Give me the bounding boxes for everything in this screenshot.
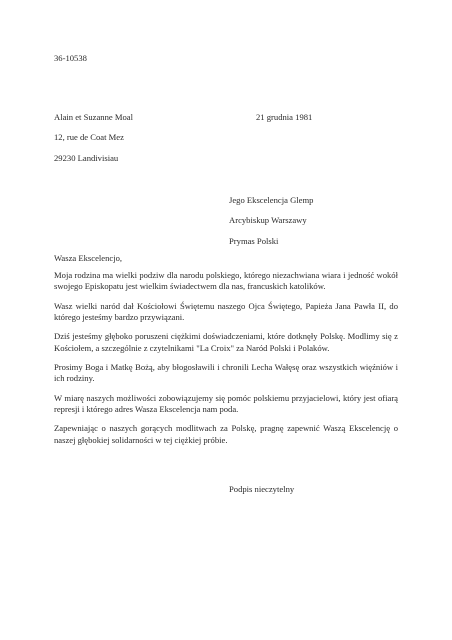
signature: Podpis nieczytelny <box>229 484 295 494</box>
salutation: Wasza Ekscelencjo, <box>54 253 123 263</box>
body-paragraph: Prosimy Boga i Matkę Bożą, aby błogosławili i chronili Lecha Wałęsę oraz wszystkich więźniów i ich rodziny. <box>54 362 398 384</box>
recipient-line-3: Prymas Polski <box>229 235 279 246</box>
body-paragraph: Moja rodzina ma wielki podziw dla narodu polskiego, którego niezachwiana wiara i jedność wokół swojego Episkopatu jest wielkim świadectwem dla nas, francuskich katolików. <box>54 270 398 292</box>
body-paragraph: Dziś jesteśmy głęboko poruszeni ciężkimi doświadczeniami, które dotknęły Polskę. Modlimy się z Kościołem, a szczególnie z czytelnikami "La Croix" za Naród Polski i Polaków. <box>54 331 398 353</box>
letter-body <box>54 270 398 454</box>
document-reference: 36-10538 <box>54 53 87 63</box>
sender-name: Alain et Suzanne Moal <box>54 112 133 122</box>
body-paragraph: Wasz wielki naród dał Kościołowi Świętemu naszego Ojca Świętego, Papieża Jana Pawła II, do którego jesteśmy bardzo przywiązani. <box>54 300 398 323</box>
recipient-line-1: Jego Ekscelencja Glemp <box>229 195 314 205</box>
recipient-block <box>229 195 313 256</box>
recipient-line-2: Arcybiskup Warszawy <box>229 215 307 226</box>
sender-city: 29230 Landivisiau <box>54 152 119 163</box>
sender-block <box>54 112 133 173</box>
body-paragraph: W miarę naszych możliwości zobowiązujemy się pomóc polskiemu przyjacielowi, który jest ofiarą represji i którego adres Wasza Ekscelencja nam poda. <box>54 392 398 415</box>
letter-date: 21 grudnia 1981 <box>256 112 313 122</box>
body-paragraph: Zapewniając o naszych gorących modlitwach za Polskę, pragnę zapewnić Waszą Ekscelencję o naszej głębokiej solidarności w tej ciężkiej próbie. <box>54 423 398 445</box>
sender-street: 12, rue de Coat Mez <box>54 132 124 143</box>
